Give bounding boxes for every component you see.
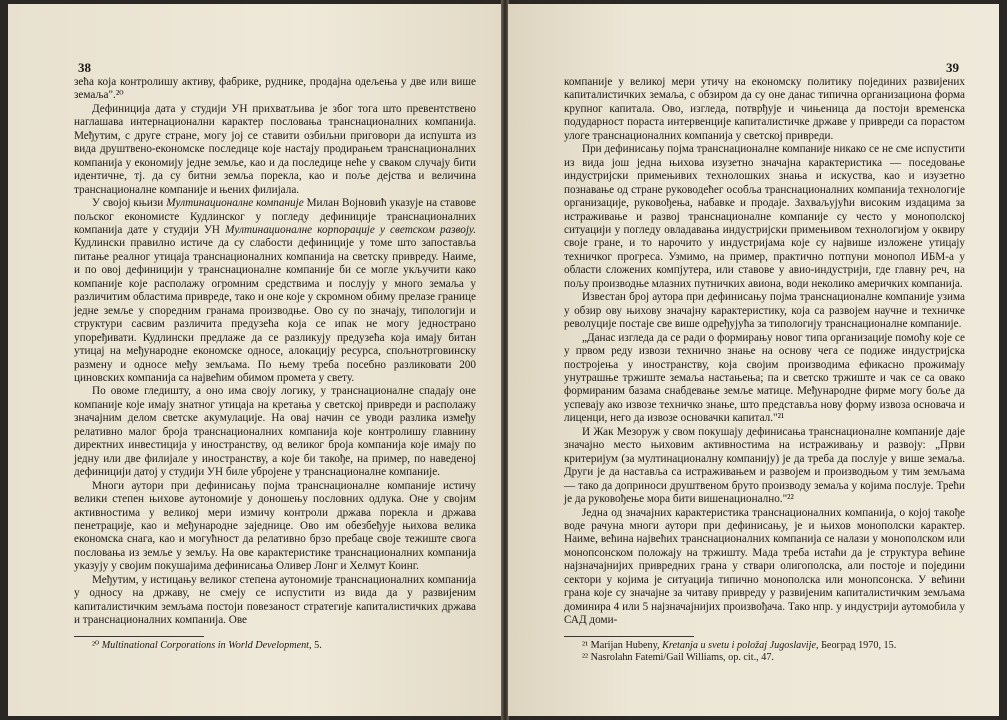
footnote-title: Kretanja u svetu i položaj Jugoslavije [662,639,816,651]
book-title: Мултинационалне компаније [166,197,304,210]
right-page-text [564,76,965,628]
paragraph: По овоме гледишту, а оно има своју логику, у транснационалне спадају оне компаније које имају знатног утицаја на кретања у светској привреди и располажу значајним делом светске акумулације. На овај начин се уводи разлика између релативно малог броја транснационалних компанија које контролишу главнину директних инвестиција у иностранству, од великог броја компанија које имају по једну или две филијале у иностранству, а које би такође, на пример, по наведеној дефиницији датој у студији УН биле убројене у транснационалне компаније. [74,385,476,479]
footnote-author: Marijan Hubeny, [590,639,663,651]
paragraph: зећа која контролишу активу, фабрике, руднике, продајна одељења у две или више земаља".²⁰ [74,76,476,102]
book-title: Мултинационалне корпорације у светском развоју. [225,223,476,236]
footnote-author: Nasrolahn Fatemi/Gail Williams, op. cit., 47. [590,651,774,663]
footnotes-right [564,640,965,664]
footnote [564,640,965,652]
paragraph: И Жак Мезоруж у свом покушају дефинисања транснационалне компаније даје значајно место њиховим активностима на истраживању и развоју: „Први критеријум (за мултинационалну компанију) је да треба да послује у више земаља. Други је да наставља са истраживањем и развојем и производњом у тим земљама — тако да доприноси друштвеном бруто производу земаља у којима послује. Трећи је да руковођење мора бити вишенационално."²² [564,425,965,506]
page-number-left: 38 [78,60,91,75]
page-number-right: 39 [946,60,959,75]
footnote-rule [74,636,204,637]
paragraph: компаније у великој мери утичу на економску политику појединих развијених капиталистичких земаља, с обзиром да су оне данас типична организациона форма крупног капитала. Ово, изгледа, потврђује и чињеница да постоји временска подударност пораста интервенције капиталистичке државе у привреди са порастом улоге транснационалних компанија у светској привреди. [564,76,965,142]
footnote-tail: , 5. [309,639,322,651]
footnote-tail: , Београд 1970, 15. [815,639,897,651]
paragraph: Известан број аутора при дефинисању појма транснационалне компаније узима у обзир ову њихову значајну карактеристику, која са развојем научне и техничке револуције постаје све више одређујућа за типологију транснационалне компаније. [564,291,965,331]
footnote-rule [564,636,694,637]
text-run: Милан Војновић указује на ставове пољског економисте Кудлинског у погледу дефиниције транснационалних компанија дате у студији УН [74,197,476,236]
right-page [508,4,999,716]
paragraph: „Данас изгледа да се ради о формирању новог типа организације помоћу које се у првом реду извози технично знање на основу чега се подиже индустријска постројења у иностранству, која својим производима ефикасно прожимају унутрашње тржиште земаља настањења; па и светско тржиште и чак се са овако формираним базама снабдевање земље матице. Међународне фирме могу боље да успевају ако извозе техничко знање, што представља нову форму извоза основача и лиценци, него да извозе основачки капитал."²¹ [564,331,965,425]
footnotes-left [74,640,476,652]
left-page [8,4,502,716]
paragraph: Дефиниција дата у студији УН прихватљива је због тога што превентствено наглашава интернационални карактер пословања транснационалних компанија. Међутим, с друге стране, могу јој се ставити озбиљни приговори да испушта из вида друштвено-економске последице које настају продирањем транснационалних компанија у економију једне земље, као и да последице неће у сваком случају бити идентичне, тј. да су битни земља порекла, као и поље дејства и величина транснационалне компаније и њених филијала. [74,102,476,196]
footnote [74,640,476,652]
text-run: Кудлински правилно истиче да су слабости дефиниције у томе што запоставља питање реалног утицаја транснационалних компанија на светску привреду. Наиме, и по овој дефиницији у транснационалне компаније би се могле укључити како компаније које располажу огромним средствима и послују у много земаља у различитим областима привреде, тако и оне које у скромном обиму прелазе границе једне земље у споредним гранама производње. Ово су по значају, типологији и структури сасвим различита предузећа која се ипак не могу једнострано упоређивати. Кудлински предлаже да се разликују предузећа која имају битан утицај на међународне економске односе, алокацију ресурса, спољнотрговинску размену и односе међу земљама. По њему треба посебно разликовати 200 циновских компанија са највећим обимом промета у свету. [74,237,476,384]
footnote-number: ²² [582,651,589,663]
text-run: У својој књизи [92,197,167,210]
paragraph [74,197,476,385]
footnote-title: Multinational Corporations in World Development [101,639,310,651]
footnote-number: ²¹ [582,639,589,651]
footnote-number: ²⁰ [92,639,100,651]
paragraph: При дефинисању појма транснационалне компаније никако се не сме испустити из вида још једна њихова изузетно значајна карактеристика — поседовање индустријски примењивих технолошких знања и искуства, као и изузетно познавање од стране руководећег особља транснационалних компанија технологије организације, руковођења, набавке и продаје. Захваљујући високим издацима за истраживање и развој транснационалне компаније су често у монополској ситуацији у погледу овладавања индустријски примењивом технологијом у оквиру своје гране, и то нарочито у индустријама које су највише изложене утицају техничког прогреса. Узмимо, на пример, практично потпуни монопол ИБМ-а у области сложених компјутера, или ставове у авио-индустрији, где главну реч, на пољу производње млазних путничких авиона, води неколико америчких компанија. [564,143,965,290]
footnote [564,652,965,664]
paragraph: Међутим, у истицању великог степена аутономије транснационалних компанија у односу на државу, не смеју се испустити из вида да у развијеним капиталистичким земљама постоји повезаност стратегије капиталистичких држава и транснационалних компанија. Ове [74,573,476,627]
paragraph: Многи аутори при дефинисању појма транснационалне компаније истичу велики степен њихове аутономије у доношењу пословних одлука. Оне у својим активностима у великој мери измичу контроли држава порекла и држава пенетрације, као и међународне заједнице. Ово им обезбеђује њихова велика економска снага, као и могућност да релативно брзо пребаце своје тежиште свога пословања из земље у земљу. На ове карактеристике транснационалних компанија указују у својим покушајима дефинисања Оливер Лонг и Хелмут Коинг. [74,479,476,573]
left-page-text [74,76,476,628]
paragraph: Једна од значајних карактеристика транснационалних компанија, о којој такође воде рачуна многи аутори при дефинисању, је и њихов монополски карактер. Наиме, већина највећих транснационалних компанија се налази у монополском или монопсонском положају на тржишту. Мада треба истаћи да је структура већине најзначајнијих привредних грана у ствари олигополска, али постоје и поједини сектори у којима је ситуација типично монополска или монопсонска. У већини грана које су значајне за читаву привреду у развијеним капиталистичким земљама доминира 4 или 5 најзначајнијих произвођача. Тако нпр. у индустрији аутомобила у САД доми- [564,506,965,627]
